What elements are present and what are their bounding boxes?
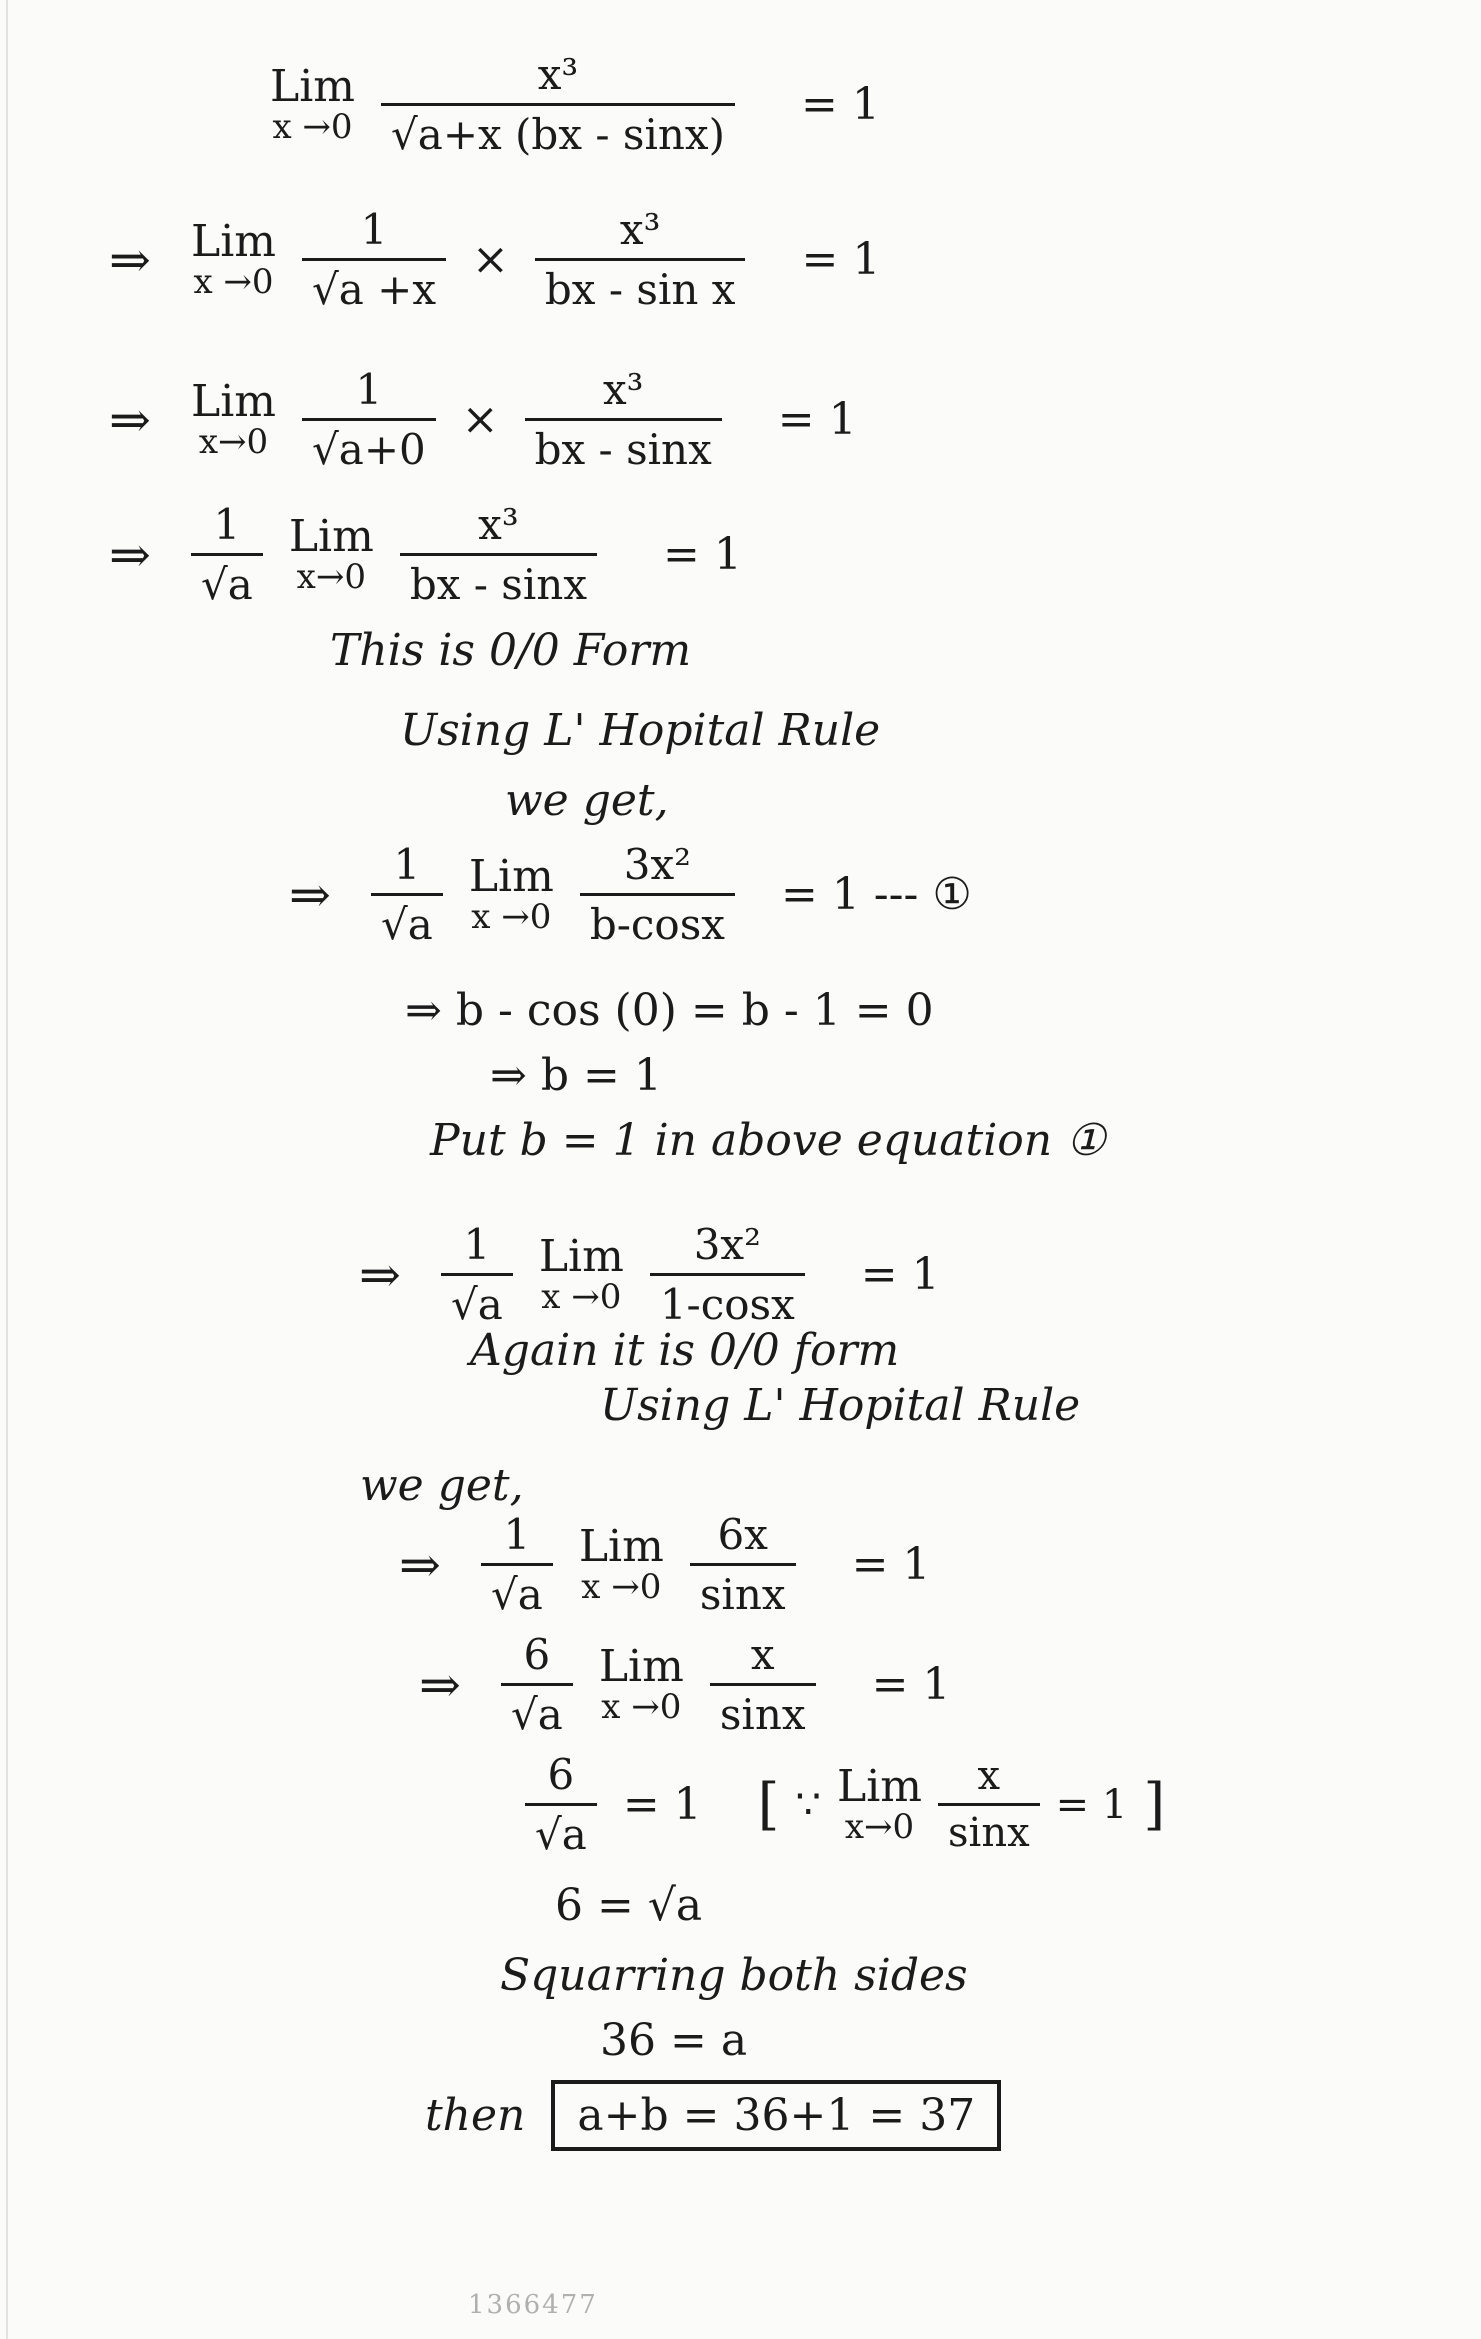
coefficient: $\frac{1}{√a}$ bbox=[441, 1220, 513, 1329]
because-bracket: [ ∵ Lim x→0 $\frac{x}{\sin x}$ = 1 ] bbox=[757, 1753, 1166, 1856]
implies-arrow: ⇒ bbox=[359, 1245, 401, 1304]
implies-arrow: ⇒ bbox=[289, 865, 331, 924]
coefficient: $\frac{6}{√a}$ bbox=[501, 1630, 573, 1739]
implies-arrow: ⇒ bbox=[419, 1655, 461, 1714]
step-6: ⇒ b - cos (0) = b - 1 = 0 bbox=[405, 985, 934, 1036]
fraction: $\frac{x}{\sin x}$ bbox=[710, 1630, 816, 1739]
step-3 bbox=[95, 365, 857, 474]
fraction: $\frac{\text{x³}}{bx - \sin x}$ bbox=[400, 500, 597, 609]
footer-id: 1366477 bbox=[468, 2290, 598, 2320]
limit: Lim x →0 bbox=[191, 215, 277, 302]
note-we-get-2: we get, bbox=[360, 1460, 524, 1511]
step-4 bbox=[95, 500, 742, 609]
step-12: 6 = √a bbox=[555, 1880, 703, 1931]
step-13: 36 = a bbox=[600, 2015, 748, 2066]
fraction-1: $\frac{1}{√a +x}$ bbox=[302, 205, 446, 314]
limit: Lim x→0 bbox=[836, 1760, 922, 1847]
rhs: = 1 bbox=[860, 1249, 940, 1300]
rhs: = 1 bbox=[851, 1539, 931, 1590]
then-label: then bbox=[425, 2090, 526, 2141]
rhs-equation-1: = 1 --- ① bbox=[780, 869, 972, 920]
step-1 bbox=[270, 50, 880, 159]
fraction: $\frac{6x}{\sin x}$ bbox=[690, 1510, 796, 1619]
final-answer-box: a+b = 36+1 = 37 bbox=[551, 2080, 1001, 2151]
step-11 bbox=[525, 1750, 1165, 1859]
limit: Lim x →0 bbox=[538, 1230, 624, 1317]
rhs: = 1 bbox=[622, 1779, 702, 1830]
implies-arrow: ⇒ bbox=[109, 390, 151, 449]
coefficient: $\frac{1}{√a}$ bbox=[371, 840, 443, 949]
coefficient: $\frac{1}{√a}$ bbox=[191, 500, 263, 609]
rhs: = 1 bbox=[801, 79, 880, 130]
limit: Lim x →0 bbox=[578, 1520, 664, 1607]
note-put-b: Put b = 1 in above equation ① bbox=[430, 1115, 1106, 1166]
rhs: = 1 bbox=[871, 1659, 951, 1710]
step-8 bbox=[345, 1220, 940, 1329]
limit: Lim x→0 bbox=[288, 510, 374, 597]
implies-arrow: ⇒ bbox=[109, 230, 151, 289]
limit: Lim x→0 bbox=[191, 375, 277, 462]
implies-arrow: ⇒ bbox=[399, 1535, 441, 1594]
limit: Lim x →0 bbox=[598, 1640, 684, 1727]
times-sign: × bbox=[472, 234, 509, 285]
step-9 bbox=[385, 1510, 930, 1619]
fraction-2: $\frac{\text{x³}}{bx - \sin x}$ bbox=[525, 365, 722, 474]
fraction: $\frac{x}{\sin x}$ bbox=[938, 1753, 1040, 1856]
times-sign: × bbox=[461, 394, 499, 445]
note-zero-over-zero: This is 0/0 Form bbox=[330, 625, 692, 676]
note-we-get: we get, bbox=[505, 775, 669, 826]
note-again-zero-over-zero: Again it is 0/0 form bbox=[470, 1325, 900, 1376]
step-5 bbox=[275, 840, 972, 949]
rhs: = 1 bbox=[777, 394, 857, 445]
fraction: $\frac{\text{3x²}}{1-\cos x}$ bbox=[650, 1220, 805, 1329]
fraction: $\frac{6}{√a}$ bbox=[525, 1750, 597, 1859]
implies-arrow: ⇒ bbox=[109, 525, 151, 584]
fraction-2: $\frac{\text{x³}}{\text{bx - sin x}}$ bbox=[535, 205, 746, 314]
margin-line bbox=[6, 0, 8, 2339]
fraction-1: $\frac{1}{√a+0}$ bbox=[302, 365, 436, 474]
note-lhopital: Using L' Hopital Rule bbox=[400, 705, 881, 756]
rhs: = 1 bbox=[663, 529, 742, 580]
note-squaring: Squarring both sides bbox=[500, 1950, 968, 2001]
step-10 bbox=[405, 1630, 950, 1739]
fraction: $\frac{\text{3x²}}{b-\cos x}$ bbox=[580, 840, 735, 949]
limit: Lim x →0 bbox=[468, 850, 554, 937]
because-symbol: ∵ bbox=[795, 1781, 821, 1828]
limit: Lim x →0 bbox=[270, 60, 356, 147]
rhs: = 1 bbox=[801, 234, 881, 285]
coefficient: $\frac{1}{√a}$ bbox=[481, 1510, 553, 1619]
fraction: $\frac{\text{x³}}{√a+x (bx - \sin x)}$ bbox=[381, 50, 735, 159]
step-7: ⇒ b = 1 bbox=[490, 1050, 662, 1101]
final-answer bbox=[425, 2080, 1001, 2151]
step-2 bbox=[95, 205, 880, 314]
bracket-rhs: = 1 bbox=[1055, 1781, 1128, 1828]
note-lhopital-2: Using L' Hopital Rule bbox=[600, 1380, 1081, 1431]
